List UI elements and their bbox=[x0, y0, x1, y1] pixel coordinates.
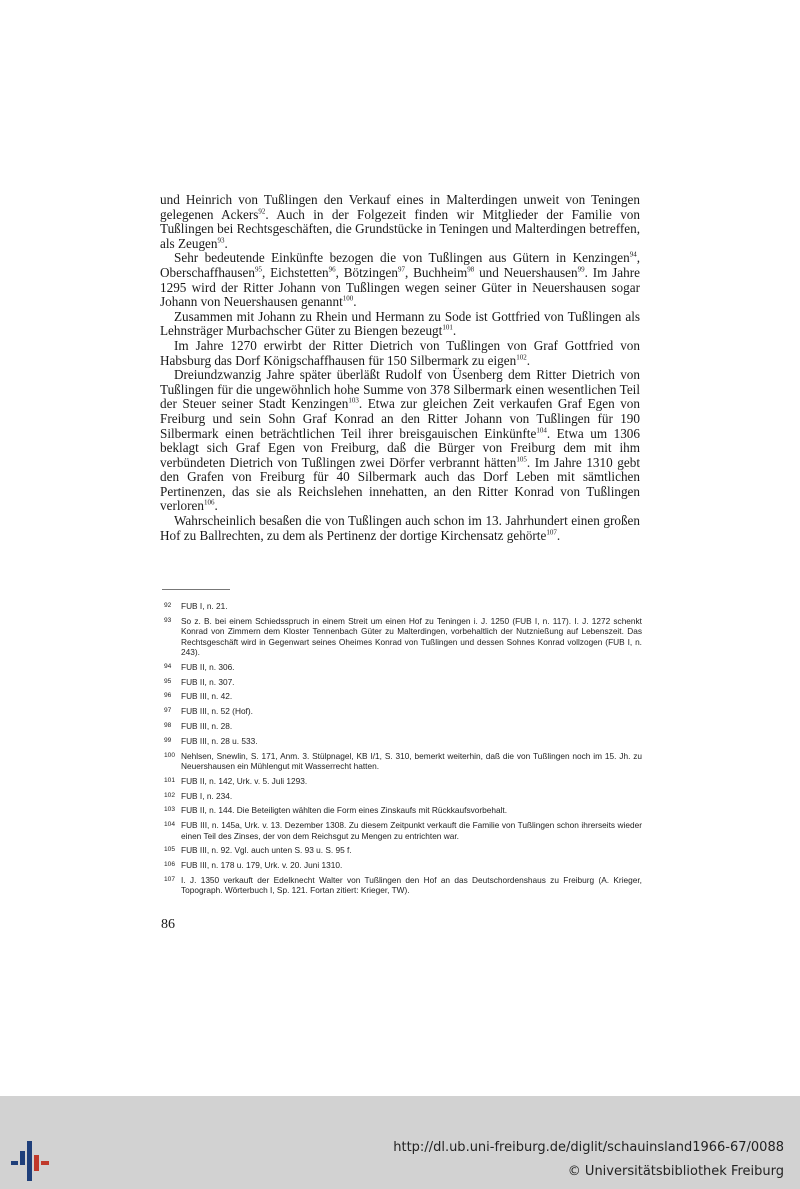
footnote-text: FUB III, n. 42. bbox=[181, 691, 233, 702]
body-paragraph bbox=[160, 193, 640, 251]
paragraph-text: , Eichstetten bbox=[261, 264, 329, 280]
footnote-item bbox=[164, 662, 642, 672]
footnote-number: 94 bbox=[164, 662, 172, 670]
footnote-text: FUB II, n. 144. Die Beteiligten wählten die Form eines Zinskaufs mit Rückkaufsvorbehalt. bbox=[181, 805, 508, 816]
footnote-number: 99 bbox=[164, 736, 172, 744]
footnote-ref: 96 bbox=[328, 265, 336, 274]
footnote-text: FUB II, n. 307. bbox=[181, 676, 235, 687]
footnote-text: FUB III, n. 28 u. 533. bbox=[181, 735, 258, 746]
paragraph-text: Dreiundzwanzig Jahre später überläßt Rudolf von Üsenberg dem Ritter Dietrich von Tußlingen für die ungewöhnlich hohe Summe von 378 Silbermark einen wesentlichen Teil der Steuer seiner Stadt Kenzingen bbox=[160, 367, 640, 412]
footnote-text: FUB I, n. 234. bbox=[181, 790, 233, 801]
footnote-number: 95 bbox=[164, 677, 172, 685]
paragraph-text: und Neuershausen bbox=[474, 264, 578, 280]
footnote-number: 93 bbox=[164, 616, 172, 624]
footnote-item bbox=[164, 845, 642, 855]
footnote-number: 107 bbox=[164, 875, 176, 883]
footnote-text: FUB III, n. 92. Vgl. auch unten S. 93 u. S. 95 f. bbox=[181, 845, 352, 856]
footnote-text: So z. B. bei einem Schiedsspruch in einem Streit um einen Hof zu Teningen i. J. 1250 (FUB I, n. 117). I. J. 1272 schenkt Konrad von Zimmern dem Kloster Tennenbach Güter zu Malterdingen, vorbehaltlich der Nutznießung auf Lebenszeit. Das Rechtsgeschäft wird in Gegenwart seines Oheimes Konrad von Tußlingen und dessen Sohnes Konrad vollzogen (FUB I, n. 243). bbox=[181, 615, 642, 658]
paragraph-text: Wahrscheinlich besaßen die von Tußlingen auch schon im 13. Jahrhundert einen großen Hof zu Ballrechten, zu dem als Pertinenz der dortige Kirchensatz gehörte bbox=[160, 513, 640, 543]
body-paragraph bbox=[160, 310, 640, 339]
paragraph-text: . Im Jahre 1295 wird der Ritter Johann von Tußlingen wegen seiner Güter in Neuershausen sogar Johann von Neuershausen genannt bbox=[160, 264, 640, 310]
footnote-item bbox=[164, 860, 642, 870]
footnote-ref: 98 bbox=[467, 265, 475, 274]
footnote-ref: 105 bbox=[516, 455, 527, 464]
footnote-text: I. J. 1350 verkauft der Edelknecht Walter von Tußlingen den Hof an das Deutschordenshaus zu Freiburg (A. Krieger, Topograph. Wörterbuch I, Sp. 121. Fortan zitiert: Krieger, TW). bbox=[181, 874, 642, 896]
page-number: 86 bbox=[161, 917, 175, 932]
paragraph-text: . Etwa um 1306 beklagt sich Graf Egen von Freiburg, daß die Bürger von Freiburg dem mit ihm verbündeten Dietrich von Tußlingen zwei Dörfer verbrannt hätten bbox=[160, 425, 640, 470]
footer-bar bbox=[0, 1096, 800, 1189]
paragraph-text: , Oberschaffhausen bbox=[160, 250, 640, 280]
footnote-item bbox=[164, 875, 642, 896]
source-url-link[interactable]: http://dl.ub.uni-freiburg.de/diglit/schauinsland1966-67/0088 bbox=[393, 1140, 784, 1155]
footnote-ref: 106 bbox=[203, 499, 215, 508]
footnote-item bbox=[164, 616, 642, 658]
footnote-number: 98 bbox=[164, 722, 172, 729]
footnote-ref: 97 bbox=[397, 265, 405, 274]
footnote-text: FUB II, n. 142, Urk. v. 5. Juli 1293. bbox=[181, 775, 308, 786]
paragraph-text: . Etwa zur gleichen Zeit verkaufen Graf Egen von Freiburg und sein Sohn Graf Konrad an den Ritter Johann von Tußlingen für 190 Silbermark einen beträchtlichen Teil ihrer breisgauischen Einkünfte bbox=[160, 396, 640, 441]
body-text bbox=[160, 193, 640, 543]
footnote-item bbox=[164, 691, 642, 701]
footnote-number: 92 bbox=[164, 602, 172, 609]
paragraph-text: , Bötzingen bbox=[335, 264, 398, 280]
footnote-number: 101 bbox=[164, 776, 176, 784]
paragraph-text: . bbox=[526, 352, 531, 368]
footnote-item bbox=[164, 751, 642, 772]
footnote-number: 97 bbox=[164, 707, 172, 715]
paragraph-text: . bbox=[452, 323, 457, 339]
footnote-ref: 100 bbox=[342, 294, 354, 303]
footnote-text: FUB III, n. 28. bbox=[181, 721, 233, 731]
footnote-ref: 104 bbox=[536, 426, 547, 435]
body-paragraph bbox=[160, 339, 640, 368]
paragraph-text: Zusammen mit Johann zu Rhein und Hermann zu Sode ist Gottfried von Tußlingen als Lehnsträger Murbachscher Güter zu Biengen bezeugt bbox=[160, 308, 640, 339]
footnote-item bbox=[164, 736, 642, 746]
footnote-ref: 107 bbox=[546, 528, 557, 537]
footnote-item bbox=[164, 601, 642, 611]
footnote-item bbox=[164, 776, 642, 786]
footnote-item bbox=[164, 805, 642, 815]
body-paragraph bbox=[160, 251, 640, 309]
footnote-ref: 99 bbox=[577, 265, 585, 274]
footnotes bbox=[164, 601, 642, 900]
footnote-text: FUB III, n. 145a, Urk. v. 13. Dezember 1308. Zu diesem Zeitpunkt verkauft die Familie von Tußlingen schon ihrerseits wieder einen Teil des Zinses, der von dem Reichsgut zu Mengen zu entrichten war. bbox=[181, 820, 642, 841]
paragraph-text: und Heinrich von Tußlingen den Verkauf eines in Malterdingen unweit von Teningen gelegenen Ackers bbox=[160, 192, 640, 222]
footnote-number: 106 bbox=[164, 861, 176, 869]
footnote-ref: 93 bbox=[217, 236, 225, 245]
footnote-number: 105 bbox=[164, 846, 176, 854]
footnote-ref: 94 bbox=[629, 250, 637, 259]
paragraph-text: . bbox=[556, 527, 561, 543]
footnote-ref: 101 bbox=[442, 323, 453, 332]
footnote-text: FUB I, n. 21. bbox=[181, 601, 228, 611]
paragraph-text: . bbox=[214, 498, 218, 514]
footnote-number: 103 bbox=[164, 806, 176, 814]
paragraph-text: . Auch in der Folgezeit finden wir Mitglieder der Familie von Tußlingen bei Rechtsgeschäften, die Grundstücke in Teningen und Malterdingen betreffen, als Zeugen bbox=[160, 206, 640, 251]
footnote-number: 96 bbox=[164, 692, 172, 700]
paragraph-text: , Buchheim bbox=[404, 264, 468, 280]
paragraph-text: Im Jahre 1270 erwirbt der Ritter Dietrich von Tußlingen von Graf Gottfried von Habsburg das Dorf Königschaffhausen für 150 Silbermark zu eigen bbox=[160, 337, 640, 368]
footnote-text: Nehlsen, Snewlin, S. 171, Anm. 3. Stülpnagel, KB I/1, S. 310, bemerkt weiterhin, daß die von Tußlingen noch im 15. Jh. zu Neuershausen ein Mühlengut mit Wasserrecht hatten. bbox=[181, 750, 642, 771]
footnote-number: 100 bbox=[164, 751, 176, 759]
footnote-divider bbox=[162, 589, 230, 590]
library-logo-icon bbox=[8, 1141, 52, 1181]
footnote-ref: 102 bbox=[516, 353, 527, 362]
footnote-item bbox=[164, 706, 642, 716]
footnote-text: FUB III, n. 178 u. 179, Urk. v. 20. Juni 1310. bbox=[181, 860, 343, 871]
footnote-text: FUB III, n. 52 (Hof). bbox=[181, 706, 253, 717]
footnote-item bbox=[164, 677, 642, 687]
footnote-ref: 92 bbox=[258, 207, 266, 216]
footnote-number: 102 bbox=[164, 791, 176, 799]
copyright-notice: © Universitätsbibliothek Freiburg bbox=[567, 1164, 784, 1179]
footnote-ref: 95 bbox=[254, 265, 262, 274]
body-paragraph bbox=[160, 514, 640, 543]
paragraph-text: Sehr bedeutende Einkünfte bezogen die von Tußlingen aus Gütern in Kenzingen bbox=[174, 250, 630, 266]
paragraph-text: . Im Jahre 1310 gebt den Grafen von Freiburg für 40 Silbermark auch das Dorf Leben mit sämtlichen Pertinenzen, das sie als Reichslehen innehatten, an den Ritter Konrad von Tußlingen verloren bbox=[160, 454, 640, 514]
body-paragraph bbox=[160, 368, 640, 514]
footnote-ref: 103 bbox=[348, 396, 359, 405]
footnote-text: FUB II, n. 306. bbox=[181, 661, 235, 672]
paragraph-text: . bbox=[353, 294, 357, 310]
footnote-item bbox=[164, 791, 642, 801]
footnote-item bbox=[164, 820, 642, 841]
footnote-item bbox=[164, 721, 642, 731]
paragraph-text: . bbox=[224, 235, 228, 251]
footnote-number: 104 bbox=[164, 821, 176, 829]
